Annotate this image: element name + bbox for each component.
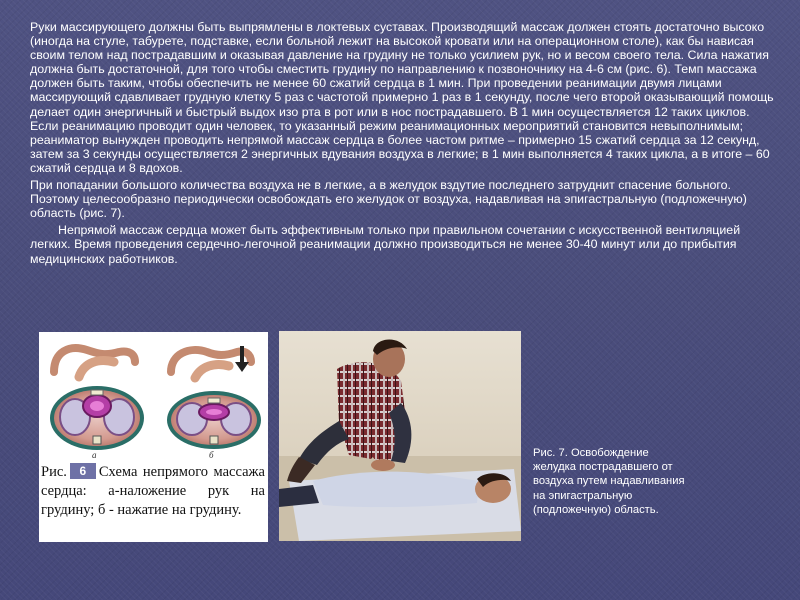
paragraph-stomach-air: При попадании большого количества воздуха не в легкие, а в желудок вздутие последнего затруднит спасение больного. Поэтому целесообразно периодически освобождать его желудок от воздуха, надавливая на эпигастральную (подложечную) область (рис. 7). xyxy=(30,178,747,221)
figure-7-photo xyxy=(279,331,521,541)
scheme-a xyxy=(50,348,144,460)
scheme-label-a: а xyxy=(92,450,97,460)
figure-6-caption xyxy=(41,463,265,520)
figure-6 xyxy=(39,332,268,542)
paragraph-compressions: Руки массирующего должны быть выпрямлены в локтевых суставах. Производящий массаж должен стоять достаточно высоко (иногда на стуле, табурете, подставке, если больной лежит на высокой кровати или на операционном столе), как бы нависая своим телом над пострадавшим и оказывая давление на грудину не только усилием рук, но и весом своего тела. Сила нажатия должна быть достаточной, для того чтобы сместить грудину по направлению к позвоночнику на 4-6 см (рис. 6). Темп массажа должен быть таким, чтобы обеспечить не менее 60 сжатий сердца в 1 мин. При проведении реанимации двумя лицами массирующий сдавливает грудную клетку 5 раз с частотой примерно 1 раз в 1 секунду, после чего второй оказывающий помощь делает один энергичный и быстрый выдох изо рта в рот или в нос пострадавшего. В 1 мин осуществляется 12 таких циклов. Если реанимацию проводит один человек, то указанный режим реанимационных мероприятий становится невыполнимым; реаниматор вынужден проводить непрямой массаж сердца в более частом ритме – примерно 15 сжатий сердца за 12 секунд, затем за 3 секунды осуществляется 2 энергичных вдувания воздуха в легкие; в 1 мин выполняется 4 таких цикла, а в итоге – 60 сжатий сердца и 8 вдохов. xyxy=(30,20,774,175)
figure-6-caption-text: Схема непрямого массажа сердца: а-наложение рук на грудину; б - нажатие на грудину. xyxy=(41,464,265,518)
figure-6-caption-prefix: Рис. xyxy=(41,464,67,480)
paragraph-ventilation: Непрямой массаж сердца может быть эффективным только при правильном сочетании с искусственной вентиляцией легких. Время проведения сердечно-легочной реанимации должно производиться не менее 30-40 минут или до прибытия медицинских работников. xyxy=(30,223,741,266)
scheme-b xyxy=(167,346,261,460)
body-text xyxy=(30,20,775,269)
rescue-photo-illustration xyxy=(279,331,521,541)
figure-number-badge: 6 xyxy=(70,463,96,479)
arrow-down-icon xyxy=(235,362,249,372)
scheme-label-b: б xyxy=(209,450,214,460)
cpr-scheme-illustration xyxy=(39,332,268,462)
figure-7-caption: Рис. 7. Освобождение желудка пострадавшего от воздуха путем надавливания на эпигастральную (подложечную) область. xyxy=(533,447,685,516)
